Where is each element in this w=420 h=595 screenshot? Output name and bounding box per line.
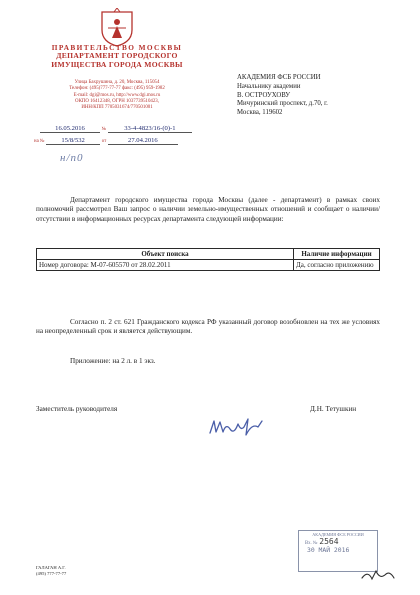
addressee-line: Начальнику академии xyxy=(237,82,301,90)
table-header-cell: Объект поиска xyxy=(37,249,294,260)
contact-line: ОКПО 16412348, ОГРН 1037739510423, xyxy=(75,98,159,104)
registration-date: 16.05.2016 xyxy=(40,125,100,133)
government-title: ПРАВИТЕЛЬСТВО МОСКВЫ xyxy=(51,43,183,52)
addressee-block xyxy=(237,74,328,118)
handwritten-note: н/п0 xyxy=(60,152,84,164)
executor-block xyxy=(36,565,66,577)
reference-date: 27.04.2016 xyxy=(108,137,178,145)
addressee-line: Москва, 119602 xyxy=(237,109,283,117)
contact-line: ИНН/КПП 7705031674/770501001 xyxy=(81,105,153,111)
contact-line: Улица Бахрушина, д. 20, Москва, 115054 xyxy=(74,80,160,85)
stamp-initials-icon xyxy=(360,568,400,587)
addressee-line: АКАДЕМИЯ ФСБ РОССИИ xyxy=(237,74,321,81)
stamp-title: АКАДЕМИЯ ФСБ РОССИИ xyxy=(312,532,364,537)
attachment-note: Приложение: на 2 л. в 1 экз. xyxy=(70,357,156,365)
reference-date-label: от xyxy=(101,139,107,144)
registration-number: 33-4-4823/16-(0)-1 xyxy=(108,125,192,133)
stamp-number-line xyxy=(305,537,377,546)
stamp-date: 30 МАЙ 2016 xyxy=(307,546,350,554)
executor-phone: (495) 777-77-77 xyxy=(36,570,67,576)
contact-line: Телефон: (495)777-77-77 факс: (495) 959-1982 xyxy=(69,86,165,92)
stamp-number: 2564 xyxy=(319,537,339,546)
body-paragraph: Согласно п. 2 ст. 621 Гражданского кодекса РФ указанный договор возобновлен на тех же условиях на неопределенный срок и является действующим. xyxy=(36,318,380,336)
table-cell: Да, согласно приложению xyxy=(294,260,380,271)
incoming-registration-stamp xyxy=(298,530,378,572)
stamp-number-label: Вх. № xyxy=(305,541,318,546)
contact-line: E-mail: dgi@mos.ru, http://www.dgi.mos.ru xyxy=(73,92,161,98)
reference-line xyxy=(34,137,178,145)
table-header-row xyxy=(37,249,380,260)
letterhead xyxy=(32,44,202,69)
reference-number: 15/8/532 xyxy=(46,137,100,145)
letterhead-contacts xyxy=(32,80,202,111)
table-row xyxy=(37,260,380,271)
handwritten-signature-icon xyxy=(208,415,264,444)
table-header-cell: Наличие информации xyxy=(294,249,380,260)
body-paragraph: Департамент городского имущества города Москвы (далее - департамент) в рамках своих полномочий рассмотрел Ваш запрос о наличии земельно-имущественных отношений и сообщает о наличии/отсутствии в информационных ресурсах департамента следующей информации: xyxy=(36,196,380,223)
department-title-line2: ИМУЩЕСТВА ГОРОДА МОСКВЫ xyxy=(51,59,183,69)
addressee-line: Мичуринский проспект, д.70, г. xyxy=(237,100,328,108)
moscow-coat-of-arms-icon xyxy=(98,8,136,48)
search-results-table xyxy=(36,248,380,271)
reference-number-label: на № xyxy=(34,139,45,144)
signer-position: Заместитель руководителя xyxy=(36,405,118,413)
registration-line xyxy=(40,125,192,133)
department-title-line1: ДЕПАРТАМЕНТ ГОРОДСКОГО xyxy=(56,51,178,61)
number-label: № xyxy=(101,127,107,132)
table-cell: Номер договора: М-07-605570 от 28.02.2011 xyxy=(37,260,294,271)
addressee-line: В. ОСТРОУХОВУ xyxy=(237,91,291,99)
executor-name: ГАЛАГАН А.Г. xyxy=(36,565,66,570)
signer-name: Д.Н. Тетушкин xyxy=(310,405,357,413)
